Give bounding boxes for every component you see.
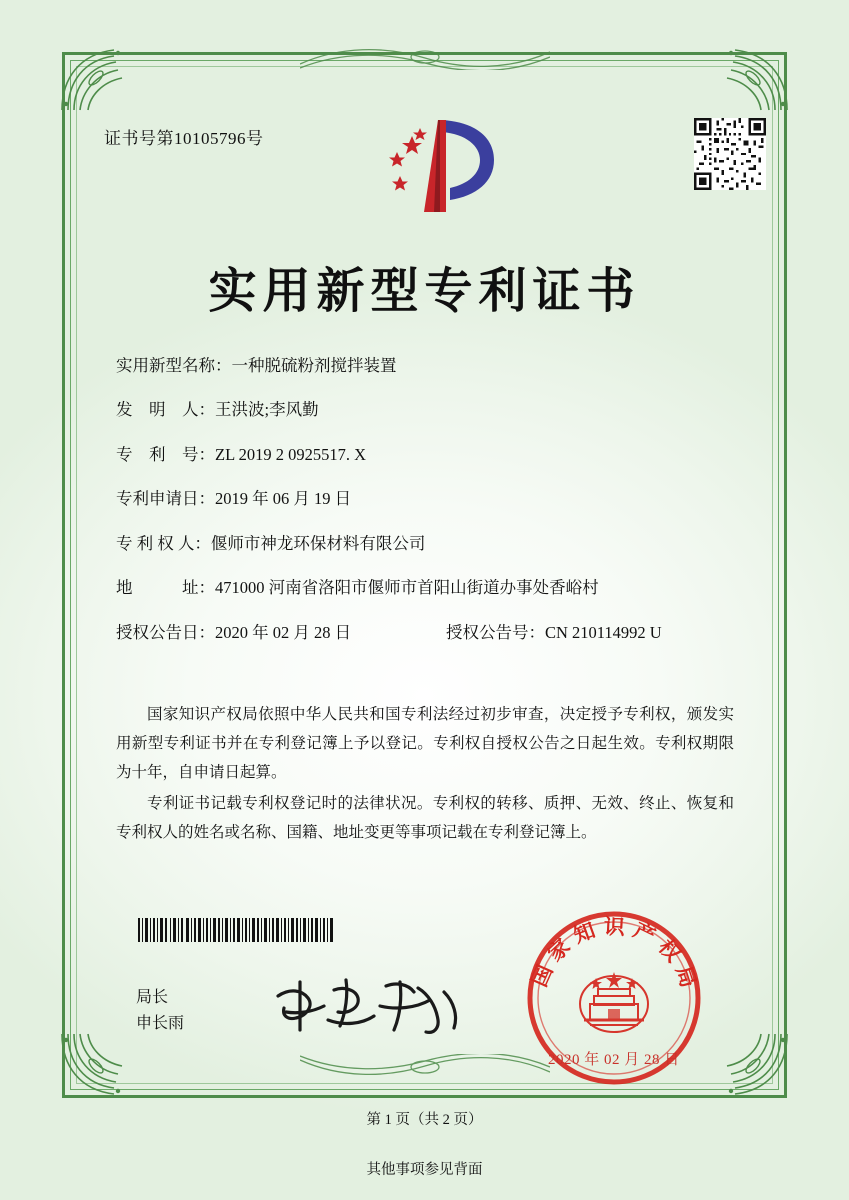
field-row-utility-model-name xyxy=(116,355,736,376)
legal-text-block xyxy=(116,700,734,849)
field-label: 地 址： xyxy=(116,578,215,598)
field-row-inventor xyxy=(116,399,736,420)
field-row-address xyxy=(116,577,736,598)
handwritten-signature-icon xyxy=(268,968,468,1048)
field-label: 专利申请日： xyxy=(116,489,215,509)
field-label: 实用新型名称： xyxy=(116,356,232,375)
field-value: 471000 河南省洛阳市偃师市首阳山街道办事处香峪村 xyxy=(215,578,599,598)
field-row-patent-number xyxy=(116,444,736,465)
legal-paragraph: 专利证书记载专利权登记时的法律状况。专利权的转移、质押、无效、终止、恢复和专利权人的姓名或名称、国籍、地址变更等事项记载在专利登记簿上。 xyxy=(116,795,734,841)
cnipa-logo-icon xyxy=(372,112,512,224)
barcode xyxy=(138,918,334,942)
field-label: 发 明 人： xyxy=(116,400,215,420)
field-value: 王洪波;李风勤 xyxy=(215,400,319,420)
certificate-fields xyxy=(116,355,736,657)
grant-date-label: 授权公告日： xyxy=(116,622,215,642)
announcement-number-label: 授权公告号： xyxy=(446,622,545,642)
footer-note: 其他事项参见背面 xyxy=(366,1162,483,1178)
signature-block xyxy=(136,985,184,1037)
field-row-grant xyxy=(116,622,736,643)
field-row-application-date xyxy=(116,488,736,509)
field-value: 一种脱硫粉剂搅拌装置 xyxy=(231,356,397,375)
svg-text:国家知识产权局: 国家知识产权局 xyxy=(526,913,704,998)
field-label: 专 利 权 人： xyxy=(116,533,211,553)
certificate-number: 证书号第10105796号 xyxy=(104,129,264,148)
legal-paragraph: 国家知识产权局依照中华人民共和国专利法经过初步审查，决定授予专利权，颁发实用新型专利证书并在专利登记簿上予以登记。专利权自授权公告之日起生效。专利权期限为十年，自申请日起算。 xyxy=(116,706,734,781)
qr-code xyxy=(694,118,766,190)
director-name: 申长雨 xyxy=(136,1015,185,1032)
bottom-edge-ornament-icon xyxy=(300,1054,550,1085)
field-value: ZL 2019 2 0925517. X xyxy=(215,444,367,464)
seal-date: 2020 年 02 月 28 日 xyxy=(548,1052,680,1068)
field-label: 专 利 号： xyxy=(116,444,215,464)
page-title: 实用新型专利证书 xyxy=(208,263,641,319)
field-value: 偃师市神龙环保材料有限公司 xyxy=(210,533,426,553)
top-edge-ornament-icon xyxy=(300,44,550,75)
grant-date-value: 2020 年 02 月 28 日 xyxy=(215,622,352,642)
field-value: 2019 年 06 月 19 日 xyxy=(215,489,352,509)
field-row-patentee xyxy=(116,533,736,554)
announcement-number-value: CN 210114992 U xyxy=(545,622,662,642)
director-title-label: 局长 xyxy=(136,989,169,1006)
page-indicator: 第 1 页（共 2 页） xyxy=(366,1112,483,1128)
